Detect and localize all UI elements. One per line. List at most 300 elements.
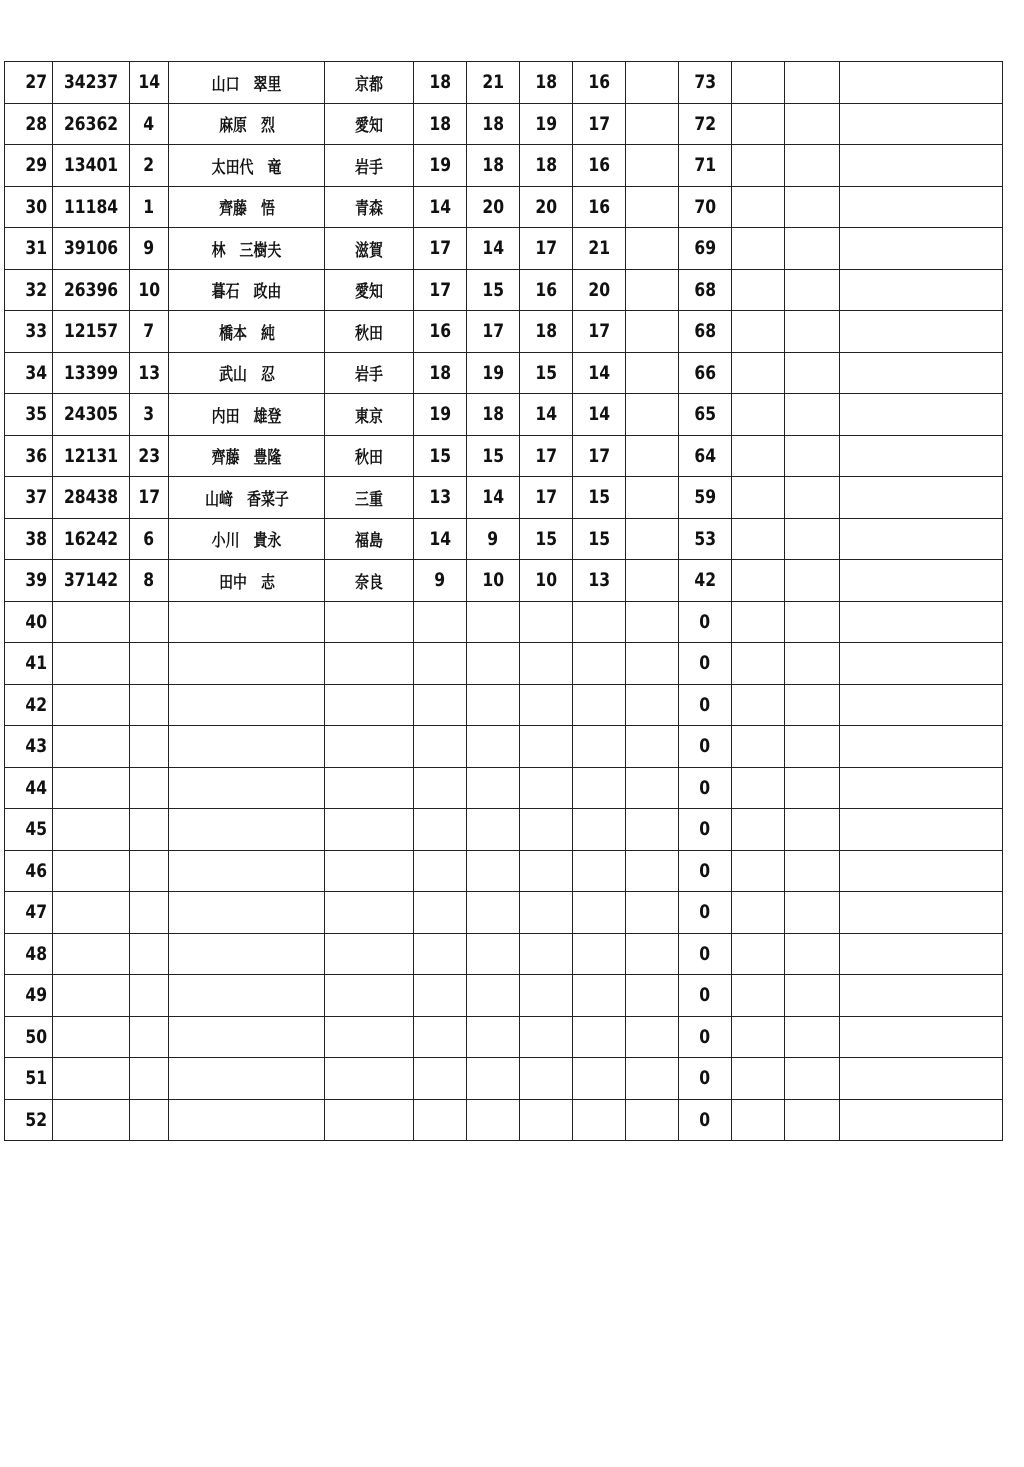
- entry-number-text: 10: [138, 278, 160, 301]
- score-5-cell: [626, 560, 679, 602]
- extra-1-cell: [732, 1099, 785, 1141]
- player-name-cell: [169, 767, 325, 809]
- player-name-cell: [169, 352, 325, 394]
- score-2-text: 15: [482, 444, 504, 467]
- score-4-cell: [573, 394, 626, 436]
- player-name-text: 田中 志: [218, 572, 275, 593]
- score-3-text: 10: [535, 569, 557, 592]
- prefecture-text: 愛知: [355, 116, 383, 137]
- player-name-cell: [169, 601, 325, 643]
- score-3-cell: [520, 975, 573, 1017]
- remarks-cell: [840, 435, 1003, 477]
- entry-number-cell: [130, 269, 169, 311]
- prefecture-cell: [325, 62, 414, 104]
- remarks-cell: [840, 933, 1003, 975]
- player-name-cell: [169, 145, 325, 187]
- total-score-cell: [679, 767, 732, 809]
- entry-number-cell: [130, 186, 169, 228]
- player-name-cell: [169, 103, 325, 145]
- score-5-cell: [626, 601, 679, 643]
- player-name-text: 小川 貴永: [211, 531, 282, 552]
- score-5-cell: [626, 62, 679, 104]
- rank-cell: [5, 560, 53, 602]
- total-score-cell: [679, 62, 732, 104]
- entry-number-cell: [130, 767, 169, 809]
- score-3-cell: [520, 62, 573, 104]
- score-5-cell: [626, 477, 679, 519]
- entry-number-text: 8: [143, 569, 155, 592]
- rank-cell: [5, 726, 53, 768]
- table-row: [5, 892, 1003, 934]
- remarks-cell: [840, 1099, 1003, 1141]
- total-score-cell: [679, 352, 732, 394]
- score-4-cell: [573, 228, 626, 270]
- player-name-cell: [169, 1099, 325, 1141]
- total-score-text: 42: [694, 569, 716, 592]
- extra-2-cell: [785, 145, 840, 187]
- table-row: [5, 269, 1003, 311]
- player-id-text: 11184: [63, 195, 119, 218]
- entry-number-text: 3: [143, 403, 155, 426]
- entry-number-cell: [130, 518, 169, 560]
- score-2-cell: [467, 145, 520, 187]
- remarks-cell: [840, 518, 1003, 560]
- rank-text: 43: [24, 735, 47, 758]
- player-id-cell: [53, 850, 130, 892]
- table-row: [5, 601, 1003, 643]
- score-4-cell: [573, 269, 626, 311]
- table-row: [5, 477, 1003, 519]
- table-row: [5, 186, 1003, 228]
- player-id-cell: [53, 601, 130, 643]
- rank-cell: [5, 186, 53, 228]
- remarks-cell: [840, 850, 1003, 892]
- score-3-cell: [520, 560, 573, 602]
- extra-1-cell: [732, 684, 785, 726]
- extra-1-cell: [732, 726, 785, 768]
- score-4-cell: [573, 1099, 626, 1141]
- table-row: [5, 767, 1003, 809]
- total-score-text: 64: [694, 444, 716, 467]
- score-2-text: 9: [487, 527, 499, 550]
- table-row: [5, 684, 1003, 726]
- score-4-text: 14: [588, 403, 610, 426]
- score-1-cell: [414, 477, 467, 519]
- total-score-cell: [679, 684, 732, 726]
- rank-text: 32: [24, 278, 47, 301]
- table-row: [5, 435, 1003, 477]
- score-3-cell: [520, 103, 573, 145]
- entry-number-cell: [130, 560, 169, 602]
- prefecture-cell: [325, 767, 414, 809]
- score-1-cell: [414, 311, 467, 353]
- extra-2-cell: [785, 1058, 840, 1100]
- score-1-text: 19: [429, 154, 451, 177]
- score-1-cell: [414, 892, 467, 934]
- table-row: [5, 228, 1003, 270]
- total-score-cell: [679, 145, 732, 187]
- score-3-cell: [520, 933, 573, 975]
- player-id-text: 37142: [63, 569, 119, 592]
- extra-1-cell: [732, 62, 785, 104]
- rank-cell: [5, 311, 53, 353]
- remarks-cell: [840, 601, 1003, 643]
- player-name-cell: [169, 269, 325, 311]
- total-score-text: 59: [694, 486, 716, 509]
- score-3-cell: [520, 477, 573, 519]
- remarks-cell: [840, 352, 1003, 394]
- prefecture-cell: [325, 145, 414, 187]
- extra-1-cell: [732, 518, 785, 560]
- total-score-text: 0: [699, 984, 711, 1007]
- score-3-cell: [520, 767, 573, 809]
- entry-number-text: 13: [138, 361, 160, 384]
- score-3-cell: [520, 1058, 573, 1100]
- player-name-cell: [169, 643, 325, 685]
- score-4-cell: [573, 601, 626, 643]
- total-score-cell: [679, 435, 732, 477]
- score-5-cell: [626, 311, 679, 353]
- table-row: [5, 809, 1003, 851]
- prefecture-cell: [325, 975, 414, 1017]
- remarks-cell: [840, 228, 1003, 270]
- score-2-text: 18: [482, 112, 504, 135]
- score-1-text: 18: [429, 112, 451, 135]
- rank-cell: [5, 1099, 53, 1141]
- rank-cell: [5, 850, 53, 892]
- score-1-text: 17: [429, 278, 451, 301]
- rank-cell: [5, 601, 53, 643]
- total-score-text: 0: [699, 776, 711, 799]
- extra-2-cell: [785, 601, 840, 643]
- extra-1-cell: [732, 352, 785, 394]
- remarks-cell: [840, 767, 1003, 809]
- rank-cell: [5, 684, 53, 726]
- score-5-cell: [626, 767, 679, 809]
- rank-text: 41: [24, 652, 47, 675]
- table-row: [5, 726, 1003, 768]
- score-2-cell: [467, 643, 520, 685]
- rank-text: 45: [24, 818, 47, 841]
- table-row: [5, 850, 1003, 892]
- table-row: [5, 145, 1003, 187]
- table-row: [5, 560, 1003, 602]
- extra-1-cell: [732, 809, 785, 851]
- score-5-cell: [626, 228, 679, 270]
- score-2-text: 17: [482, 320, 504, 343]
- score-1-cell: [414, 850, 467, 892]
- extra-2-cell: [785, 643, 840, 685]
- score-2-cell: [467, 269, 520, 311]
- score-2-cell: [467, 394, 520, 436]
- extra-2-cell: [785, 1016, 840, 1058]
- entry-number-cell: [130, 352, 169, 394]
- entry-number-text: 17: [138, 486, 160, 509]
- score-3-text: 17: [535, 486, 557, 509]
- score-4-text: 16: [588, 195, 610, 218]
- total-score-cell: [679, 1016, 732, 1058]
- prefecture-cell: [325, 1099, 414, 1141]
- score-1-cell: [414, 228, 467, 270]
- score-4-cell: [573, 103, 626, 145]
- entry-number-cell: [130, 1099, 169, 1141]
- total-score-cell: [679, 560, 732, 602]
- score-4-text: 13: [588, 569, 610, 592]
- score-3-text: 17: [535, 237, 557, 260]
- score-4-cell: [573, 186, 626, 228]
- score-2-cell: [467, 850, 520, 892]
- rank-cell: [5, 809, 53, 851]
- total-score-cell: [679, 850, 732, 892]
- score-4-text: 17: [588, 444, 610, 467]
- score-1-cell: [414, 145, 467, 187]
- prefecture-cell: [325, 394, 414, 436]
- total-score-cell: [679, 1099, 732, 1141]
- prefecture-text: 東京: [355, 406, 383, 427]
- score-5-cell: [626, 1099, 679, 1141]
- total-score-text: 68: [694, 320, 716, 343]
- score-2-cell: [467, 975, 520, 1017]
- extra-1-cell: [732, 933, 785, 975]
- player-name-cell: [169, 311, 325, 353]
- rank-text: 31: [24, 237, 47, 260]
- total-score-text: 0: [699, 652, 711, 675]
- rank-text: 48: [24, 942, 47, 965]
- player-name-cell: [169, 435, 325, 477]
- score-1-cell: [414, 435, 467, 477]
- rank-cell: [5, 394, 53, 436]
- total-score-text: 0: [699, 735, 711, 758]
- extra-1-cell: [732, 269, 785, 311]
- prefecture-cell: [325, 269, 414, 311]
- rank-text: 44: [24, 776, 47, 799]
- player-id-text: 34237: [63, 71, 119, 94]
- entry-number-text: 6: [143, 527, 155, 550]
- entry-number-cell: [130, 601, 169, 643]
- rank-text: 46: [24, 859, 47, 882]
- prefecture-cell: [325, 103, 414, 145]
- score-5-cell: [626, 684, 679, 726]
- score-3-cell: [520, 601, 573, 643]
- total-score-text: 0: [699, 859, 711, 882]
- total-score-cell: [679, 809, 732, 851]
- prefecture-cell: [325, 311, 414, 353]
- score-2-cell: [467, 809, 520, 851]
- score-4-cell: [573, 767, 626, 809]
- score-5-cell: [626, 145, 679, 187]
- player-name-text: 山﨑 香菜子: [204, 489, 289, 510]
- score-1-cell: [414, 809, 467, 851]
- extra-1-cell: [732, 477, 785, 519]
- score-1-text: 13: [429, 486, 451, 509]
- player-name-text: 橋本 純: [218, 323, 275, 344]
- score-1-cell: [414, 643, 467, 685]
- player-name-cell: [169, 477, 325, 519]
- total-score-cell: [679, 186, 732, 228]
- rank-cell: [5, 767, 53, 809]
- player-name-text: 内田 雄登: [211, 406, 282, 427]
- prefecture-cell: [325, 186, 414, 228]
- score-1-cell: [414, 352, 467, 394]
- entry-number-cell: [130, 975, 169, 1017]
- score-2-cell: [467, 1058, 520, 1100]
- score-2-text: 18: [482, 154, 504, 177]
- total-score-text: 70: [694, 195, 716, 218]
- table-row: [5, 62, 1003, 104]
- score-1-text: 14: [429, 527, 451, 550]
- rank-cell: [5, 269, 53, 311]
- score-3-text: 17: [535, 444, 557, 467]
- total-score-cell: [679, 975, 732, 1017]
- score-1-cell: [414, 269, 467, 311]
- entry-number-cell: [130, 684, 169, 726]
- table-row: [5, 394, 1003, 436]
- score-5-cell: [626, 1016, 679, 1058]
- extra-2-cell: [785, 684, 840, 726]
- total-score-cell: [679, 726, 732, 768]
- player-name-cell: [169, 186, 325, 228]
- player-id-cell: [53, 1058, 130, 1100]
- extra-2-cell: [785, 103, 840, 145]
- player-name-text: 武山 忍: [218, 365, 275, 386]
- total-score-cell: [679, 103, 732, 145]
- remarks-cell: [840, 311, 1003, 353]
- score-2-cell: [467, 518, 520, 560]
- extra-2-cell: [785, 518, 840, 560]
- score-4-cell: [573, 933, 626, 975]
- player-name-cell: [169, 933, 325, 975]
- prefecture-text: 愛知: [355, 282, 383, 303]
- entry-number-cell: [130, 643, 169, 685]
- remarks-cell: [840, 560, 1003, 602]
- entry-number-cell: [130, 62, 169, 104]
- score-1-cell: [414, 601, 467, 643]
- score-4-text: 16: [588, 71, 610, 94]
- player-name-text: 太田代 竜: [211, 157, 282, 178]
- total-score-cell: [679, 643, 732, 685]
- prefecture-cell: [325, 809, 414, 851]
- extra-1-cell: [732, 145, 785, 187]
- score-3-cell: [520, 186, 573, 228]
- score-1-cell: [414, 726, 467, 768]
- score-3-cell: [520, 892, 573, 934]
- rank-cell: [5, 975, 53, 1017]
- rank-text: 29: [24, 154, 47, 177]
- prefecture-text: 京都: [355, 74, 383, 95]
- rank-cell: [5, 103, 53, 145]
- score-2-cell: [467, 62, 520, 104]
- extra-2-cell: [785, 228, 840, 270]
- score-1-cell: [414, 518, 467, 560]
- score-1-cell: [414, 684, 467, 726]
- prefecture-cell: [325, 352, 414, 394]
- remarks-cell: [840, 145, 1003, 187]
- rank-cell: [5, 145, 53, 187]
- remarks-cell: [840, 186, 1003, 228]
- prefecture-cell: [325, 601, 414, 643]
- total-score-text: 66: [694, 361, 716, 384]
- remarks-cell: [840, 103, 1003, 145]
- score-1-text: 19: [429, 403, 451, 426]
- score-4-cell: [573, 809, 626, 851]
- rank-cell: [5, 892, 53, 934]
- table-row: [5, 103, 1003, 145]
- rank-cell: [5, 1058, 53, 1100]
- rank-cell: [5, 933, 53, 975]
- player-name-text: 齊藤 悟: [218, 199, 275, 220]
- rank-text: 27: [24, 71, 47, 94]
- rank-cell: [5, 518, 53, 560]
- results-table: [4, 61, 1003, 1141]
- player-id-cell: [53, 62, 130, 104]
- score-3-cell: [520, 726, 573, 768]
- rank-text: 52: [24, 1108, 47, 1131]
- entry-number-cell: [130, 103, 169, 145]
- score-5-cell: [626, 1058, 679, 1100]
- prefecture-text: 滋賀: [355, 240, 383, 261]
- total-score-text: 0: [699, 818, 711, 841]
- score-2-text: 18: [482, 403, 504, 426]
- entry-number-cell: [130, 145, 169, 187]
- score-2-cell: [467, 892, 520, 934]
- score-1-cell: [414, 1099, 467, 1141]
- rank-text: 42: [24, 693, 47, 716]
- score-2-cell: [467, 601, 520, 643]
- extra-2-cell: [785, 560, 840, 602]
- extra-1-cell: [732, 394, 785, 436]
- score-4-cell: [573, 684, 626, 726]
- score-3-cell: [520, 269, 573, 311]
- rank-text: 36: [24, 444, 47, 467]
- entry-number-cell: [130, 1058, 169, 1100]
- table-row: [5, 352, 1003, 394]
- rank-cell: [5, 435, 53, 477]
- extra-1-cell: [732, 1016, 785, 1058]
- score-3-text: 19: [535, 112, 557, 135]
- score-3-cell: [520, 643, 573, 685]
- extra-2-cell: [785, 269, 840, 311]
- score-4-text: 21: [588, 237, 610, 260]
- prefecture-cell: [325, 850, 414, 892]
- table-row: [5, 1099, 1003, 1141]
- player-id-text: 26362: [63, 112, 119, 135]
- entry-number-cell: [130, 228, 169, 270]
- player-name-cell: [169, 1016, 325, 1058]
- total-score-text: 0: [699, 1025, 711, 1048]
- score-2-cell: [467, 352, 520, 394]
- player-id-cell: [53, 228, 130, 270]
- total-score-cell: [679, 518, 732, 560]
- rank-text: 50: [24, 1025, 47, 1048]
- player-id-cell: [53, 145, 130, 187]
- entry-number-text: 14: [138, 71, 160, 94]
- player-id-text: 12131: [63, 444, 119, 467]
- entry-number-cell: [130, 850, 169, 892]
- score-3-text: 15: [535, 361, 557, 384]
- entry-number-text: 4: [143, 112, 155, 135]
- player-id-cell: [53, 975, 130, 1017]
- extra-2-cell: [785, 435, 840, 477]
- total-score-cell: [679, 477, 732, 519]
- prefecture-cell: [325, 933, 414, 975]
- total-score-text: 0: [699, 693, 711, 716]
- score-2-cell: [467, 477, 520, 519]
- score-3-text: 20: [535, 195, 557, 218]
- total-score-text: 72: [694, 112, 716, 135]
- player-name-text: 林 三樹夫: [211, 240, 282, 261]
- player-id-text: 26396: [63, 278, 119, 301]
- rank-text: 38: [24, 527, 47, 550]
